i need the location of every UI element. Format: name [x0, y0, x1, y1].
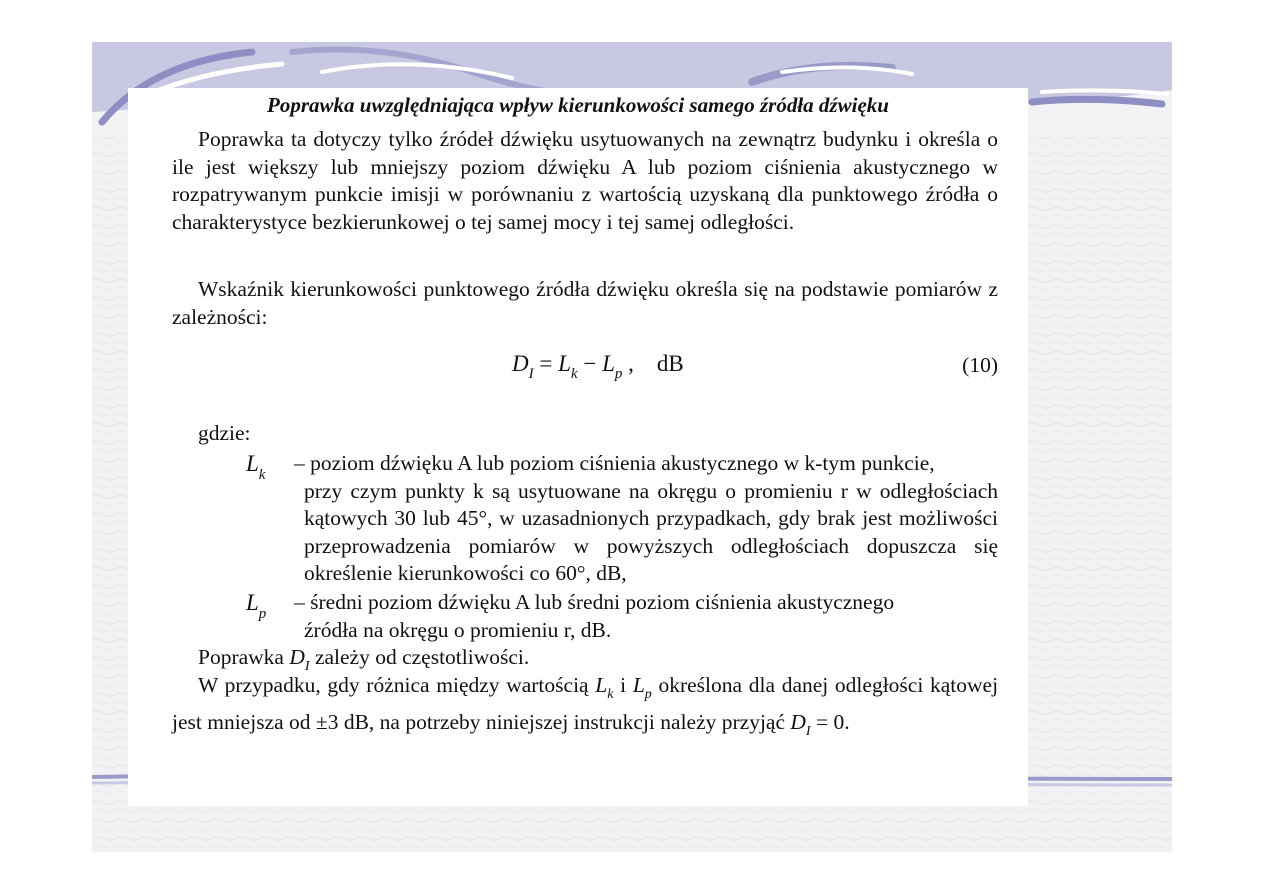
- paragraph-difference-and: i: [620, 673, 627, 697]
- paragraph-frequency-before: Poprawka: [198, 645, 284, 669]
- definition-lp-symbol-sub: p: [258, 606, 267, 622]
- definition-lk-first-line: [246, 450, 998, 478]
- definition-lp-symbol: [246, 589, 266, 629]
- paragraph-directivity: [172, 276, 998, 331]
- paragraph-difference-lp: [632, 673, 652, 702]
- formula-term-1: L: [558, 351, 571, 376]
- definition-lk-dash: –: [294, 451, 305, 475]
- equation-number: (10): [962, 353, 998, 377]
- paragraph-difference: [172, 672, 998, 745]
- paragraph-difference-lp-sub: p: [644, 687, 652, 702]
- formula-lhs: D: [512, 351, 529, 376]
- definition-lk-continuation: przy czym punkty k są usytuowane na okręgu o promieniu r w odległościach kątowych 30 lub 45°, w uzasadnionych przypadkach, gdy brak jest możliwości przeprowadzenia pomiarów w powyższych odległościach dopuszcza się określenie kierunkowości co 60°, dB,: [304, 478, 998, 586]
- formula-term-2: L: [602, 351, 615, 376]
- paragraph-difference-lk: [595, 673, 614, 702]
- formula-separator: ,: [628, 351, 634, 376]
- formula-term-2-sub: p: [614, 366, 623, 382]
- paragraph-intro: [172, 126, 998, 236]
- formula-equals: =: [539, 351, 553, 376]
- paragraph-difference-a: W przypadku, gdy różnica między wartością: [198, 673, 589, 697]
- definition-lk-first-text: poziom dźwięku A lub poziom ciśnienia akustycznego w k-tym punkcie,: [310, 451, 935, 475]
- paragraph-directivity-text: Wskaźnik kierunkowości punktowego źródła dźwięku określa się na podstawie pomiarów z zależności:: [172, 277, 998, 329]
- paragraph-difference-di-letter: D: [790, 709, 806, 734]
- directivity-formula: [512, 350, 684, 389]
- paragraph-intro-text: Poprawka ta dotyczy tylko źródeł dźwięku usytuowanych na zewnątrz budynku i określa o ile jest większy lub mniejszy poziom dźwięku A lub poziom ciśnienia akustycznego w rozpatrywanym punkcie imisji w porównaniu z wartością uzyskaną dla punktowego źródła o charakterystyce bezkierunkowej o tej samej mocy i tej samej odległości.: [172, 127, 998, 234]
- paragraph-difference-lk-letter: L: [595, 673, 608, 697]
- paragraph-frequency-after: zależy od częstotliwości.: [314, 645, 530, 669]
- definition-lp-first-line: [246, 589, 998, 617]
- definition-lk: [246, 450, 998, 588]
- definition-lp-continuation: źródła na okręgu o promieniu r, dB.: [304, 617, 612, 642]
- paragraph-frequency-symbol-letter: D: [289, 645, 305, 669]
- definition-lp-first-text: średni poziom dźwięku A lub średni poziom ciśnienia akustycznego: [310, 590, 895, 614]
- where-label: gdzie:: [198, 421, 251, 445]
- slide: [92, 42, 1172, 852]
- definition-lp-symbol-letter: L: [246, 590, 259, 615]
- definition-lk-symbol-sub: k: [258, 467, 266, 483]
- paragraph-difference-di: [790, 709, 811, 739]
- definition-lk-symbol: [246, 450, 265, 490]
- formula-term-1-sub: k: [570, 366, 578, 382]
- formula-minus: −: [583, 351, 597, 376]
- paragraph-frequency-symbol-sub: I: [304, 659, 310, 674]
- document-text-panel: [128, 88, 1028, 806]
- definition-lp-dash: –: [294, 590, 305, 614]
- paragraph-frequency-symbol: [289, 645, 310, 674]
- definition-lp: [246, 589, 998, 644]
- paragraph-difference-lp-letter: L: [632, 673, 645, 697]
- definition-lk-symbol-letter: L: [246, 451, 259, 476]
- paragraph-difference-di-sub: I: [805, 723, 811, 739]
- paragraph-difference-end: = 0.: [815, 709, 850, 734]
- formula-row: [172, 346, 998, 386]
- document-heading: Poprawka uwzględniająca wpływ kierunkowości samego źródła dźwięku: [267, 93, 889, 117]
- formula-unit: dB: [656, 351, 684, 376]
- paragraph-difference-lk-sub: k: [607, 687, 614, 702]
- paragraph-difference-b: określona dla danej odległości kątowej jest mniejsza od ±3 dB, na potrzeby niniejszej instrukcji należy przyjąć: [172, 673, 999, 734]
- formula-lhs-sub: I: [528, 366, 534, 382]
